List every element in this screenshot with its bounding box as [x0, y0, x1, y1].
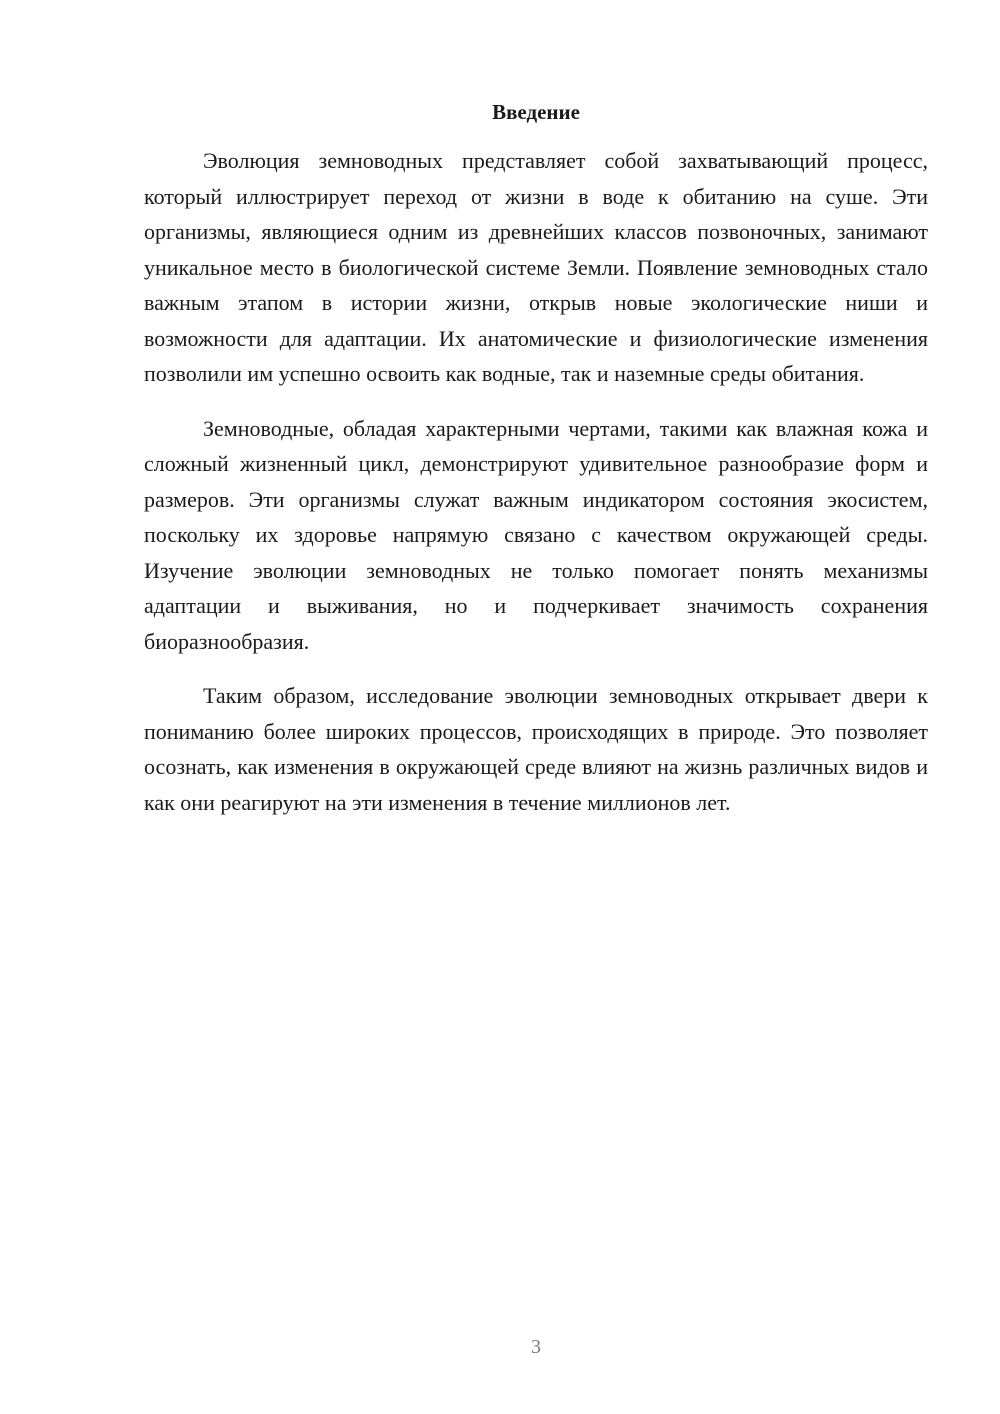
page-number: 3 — [531, 1336, 541, 1358]
paragraph-3: Таким образом, исследование эволюции земноводных открывает двери к пониманию более широких процессов, происходящих в природе. Это позволяет осознать, как изменения в окружающей среде влияют на жизнь различных видов и как они реагируют на эти изменения в течение миллионов лет. — [144, 683, 928, 815]
paragraph-1: Эволюция земноводных представляет собой захватывающий процесс, который иллюстрирует переход от жизни в воде к обитанию на суше. Эти организмы, являющиеся одним из древнейших классов позвоночных, занимают уникальное место в биологической системе Земли. Появление земноводных стало важным этапом в истории жизни, открыв новые экологические ниши и возможности для адаптации. Их анатомические и физиологические изменения позволили им успешно освоить как водные, так и наземные среды обитания. — [144, 148, 928, 386]
body-text — [144, 143, 928, 839]
paragraph-2: Земноводные, обладая характерными чертами, такими как влажная кожа и сложный жизненный цикл, демонстрируют удивительное разнообразие форм и размеров. Эти организмы служат важным индикатором состояния экосистем, поскольку их здоровье напрямую связано с качеством окружающей среды. Изучение эволюции земноводных не только помогает понять механизмы адаптации и выживания, но и подчеркивает значимость сохранения биоразнообразия. — [144, 415, 928, 654]
section-heading: Введение — [492, 100, 580, 124]
